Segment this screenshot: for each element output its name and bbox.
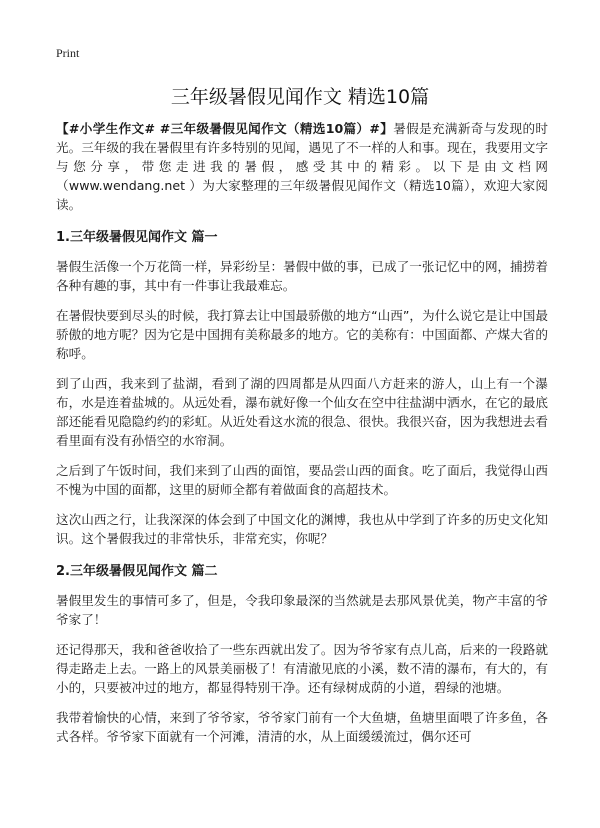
intro-tag: 【#小学生作文# #三年级暑假见闻作文（精选10篇）#】 [56,121,394,136]
intro-text: 暑假是充满新奇与发现的时光。三年级的我在暑假里有许多特别的见闻，遇见了不一样的人和事。现在，我要用文字与您分享，带您走进我的暑假，感受其中的精彩。以下是由文档网（www.wendang.net ）为大家整理的三年级暑假见闻作文（精选10篇），欢迎大家阅读。 [56,121,548,212]
document-title: 三年级暑假见闻作文 精选10篇 [170,86,430,108]
section-heading: 2.三年级暑假见闻作文 篇二 [56,564,218,579]
body-paragraph: 这次山西之行，让我深深的体会到了中国文化的渊博，我也从中学到了许多的历史文化知识。这个暑假我过的非常快乐，非常充实，你呢？ [56,512,548,546]
body-paragraph: 暑假里发生的事情可多了，但是，令我印象最深的当然就是去那风景优美，物产丰富的爷爷家了！ [56,593,548,627]
body-paragraph: 之后到了午饭时间，我们来到了山西的面馆，要品尝山西的面食。吃了面后，我觉得山西不愧为中国的面都，这里的厨师全都有着做面食的高超技术。 [56,463,548,497]
print-label: Print [56,46,80,60]
body-paragraph: 到了山西，我来到了盐湖，看到了湖的四周都是从四面八方赶来的游人，山上有一个瀑布，水是连着盐城的。从远处看，瀑布就好像一个仙女在空中往盐湖中洒水，在它的最底部还能看见隐隐约约的彩虹。从近处看这水流的很急、很快。我很兴奋，因为我想进去看看里面有没有孙悟空的水帘洞。 [56,376,548,448]
body-paragraph: 在暑假快要到尽头的时候，我打算去让中国最骄傲的地方“山西”，为什么说它是让中国最骄傲的地方呢？因为它是中国拥有美称最多的地方。它的美称有：中国面都、产煤大省的称呼。 [56,308,548,361]
section-heading: 1.三年级暑假见闻作文 篇一 [56,230,218,245]
intro-paragraph [56,119,548,214]
document-body [56,119,548,757]
body-paragraph: 还记得那天，我和爸爸收拾了一些东西就出发了。因为爷爷家有点儿高，后来的一段路就得走路走上去。一路上的风景美丽极了！有清澈见底的小溪，数不清的瀑布，有大的，有小的，只要被冲过的地方，都显得特别干净。还有绿树成荫的小道，碧绿的池塘。 [56,642,548,695]
body-paragraph: 暑假生活像一个万花筒一样，异彩纷呈：暑假中做的事，已成了一张记忆中的网，捕捞着各种有趣的事，其中有一件事让我最难忘。 [56,259,548,293]
body-paragraph: 我带着愉快的心情，来到了爷爷家，爷爷家门前有一个大鱼塘，鱼塘里面喂了许多鱼，各式各样。爷爷家下面就有一个河滩，清清的水，从上面缓缓流过，偶尔还可 [56,710,548,744]
